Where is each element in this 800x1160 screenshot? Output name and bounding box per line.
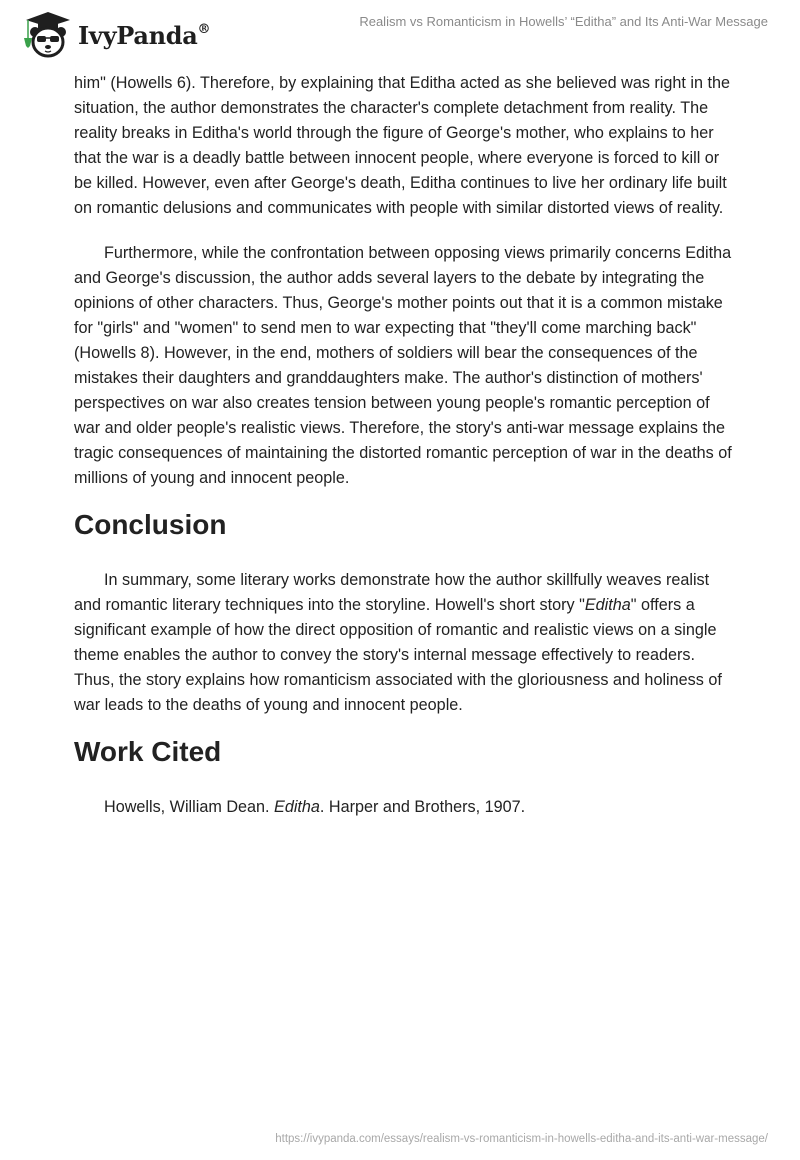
page-header [0, 0, 800, 62]
source-url[interactable]: https://ivypanda.com/essays/realism-vs-romanticism-in-howells-editha-and-its-anti-war-message/ [275, 1133, 768, 1145]
logo-wordmark: IvyPanda® [78, 20, 211, 50]
body-paragraph: Furthermore, while the confrontation between opposing views primarily concerns Editha and George's discussion, the author adds several layers to the debate by integrating the opinions of other characters. Thus, George's mother points out that it is a common mistake for "girls" and "women" to send men to war expecting that "they'll come marching back" (Howells 8). However, in the end, mothers of soldiers will bear the consequences of the mistakes their daughters and granddaughters make. The author's distinction of mothers' perspectives on war also creates tension between young people's romantic perception of war and older people's realistic views. Therefore, the story's anti-war message explains the tragic consequences of maintaining the distorted romantic perception of war in the deaths of millions of young and innocent people. [74, 244, 732, 487]
conclusion-paragraph: In summary, some literary works demonstrate how the author skillfully weaves realist and romantic literary techniques into the storyline. Howell's short story "Editha" offers a significant example of how the direct opposition of romantic and realistic views on a single theme enables the author to convey the story's internal message effectively to readers. Thus, the story explains how romanticism associated with the gloriousness and holiness of war leads to the deaths of young and innocent people. [74, 571, 722, 714]
panda-graduate-icon [18, 8, 74, 58]
citation-entry: Howells, William Dean. Editha. Harper and Brothers, 1907. [104, 798, 526, 816]
document-title: Realism vs Romanticism in Howells’ “Editha” and Its Anti-War Message [359, 14, 768, 29]
works-cited-heading: Work Cited [74, 736, 222, 767]
ivypanda-logo[interactable] [18, 8, 210, 58]
cited-title: Editha [274, 798, 320, 816]
essay-content [74, 71, 734, 820]
conclusion-heading: Conclusion [74, 509, 227, 540]
story-title: Editha [584, 596, 631, 614]
body-paragraph: him" (Howells 6). Therefore, by explaining that Editha acted as she believed was right in the situation, the author demonstrates the character's complete detachment from reality. The reality breaks in Editha's world through the figure of George's mother, who explains to her that the war is a deadly battle between innocent people, where everyone is forced to kill or be killed. However, even after George's death, Editha continues to live her ordinary life built on romantic delusions and communicates with people with similar distorted views of reality. [74, 74, 730, 217]
